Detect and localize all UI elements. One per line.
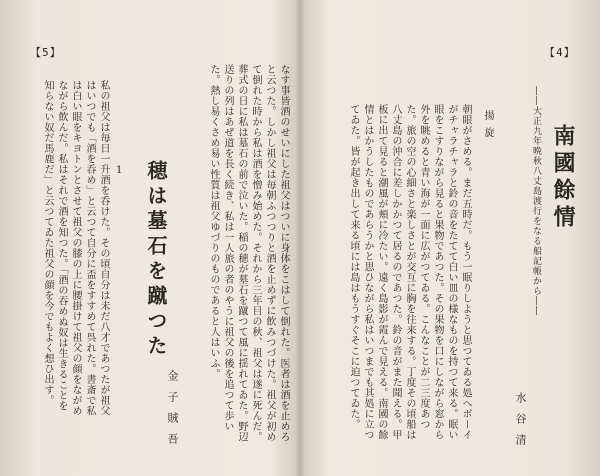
left-page-number: 【5】 xyxy=(30,46,62,59)
right-page xyxy=(302,0,600,476)
right-article-author: 水谷清 xyxy=(514,392,527,455)
left-intro-text: 私の祖父は毎日一升酒を呑けた。その頃自分は未だ八才であつたが祖父はいつでも「酒を呑め」と云つて自分に盃をすすめて呉れた。書斎で私は白い眼をキヨトンとさせて祖父の膝の上に腰掛けて祖父の顔をながめながら飲んだ。私はそれで酒を知つた。「酒の吞めぬ奴は生きることを知らない奴だ馬鹿だ」と云つてゐた祖父の顔を今でもよく想ひ出す。 xyxy=(42,80,109,416)
left-article-author: 金子賊吾 xyxy=(166,370,179,454)
left-article-title: 穂は墓石を蹴つた xyxy=(144,160,168,360)
right-article-subtitle: ――大正九年晩秋八丈島渡行をなる船記帳から―― xyxy=(531,86,541,316)
right-article-title: 南國餘情 xyxy=(550,124,576,232)
right-page-number: 【4】 xyxy=(544,46,576,59)
left-section-number: 1 xyxy=(116,165,123,176)
left-body-text: なす事皆酒のせいにした祖父はついに身体をこはして倒れた。医者は酒を止めろと云つた。しかし祖父は毎朝ふつつりと酒を止めずに飲みつづけた。祖父が初めて倒れた時から私は酒を憎み始めた。それから三年目の秋、祖父は遂に死んだ。葬式の日に私は墓石の前で泣いた。稲の穂が墓石を蹴つて風に揺れてゐた。野辺送りの列はあぜ道を長く続き、私は一人旅の者のやうに祖父の後を追つて歩いた。熱し易くさめ易い性質は祖父ゆづりのものであると人はいふ。 xyxy=(208,64,289,442)
right-section-label: 揚 旋 xyxy=(482,110,493,140)
left-page xyxy=(0,0,298,476)
right-body-text: 朝眼がさめる。まだ五時だ。もう一眠りしようと思つてゐる処へボーイがチャラチャラと鈴の音をたてて白い皿の様なものを持つて来る。眠い眼をこすりながら見ると果物であつた。その果物を口にしながら窓から外を眺めると青い海が一面に広がつてゐる。こんなことが二三度あつた。旅の空の心細さと楽しさとが交互に胸を往来する。丁度その頃船は八丈島の沖合に差しかかつて居るのであつた。鈴の音がまた聞える。甲板に出て見ると潮風が頬に冷たい。遠く島影が霞んで見える。南國の餘情とはかうしたものであらうかと思ひながら私はいつまでも其処に立つてゐた。皆が起き出して来る頃には島はもうすぐそこに迫つてゐた。 xyxy=(348,104,471,440)
